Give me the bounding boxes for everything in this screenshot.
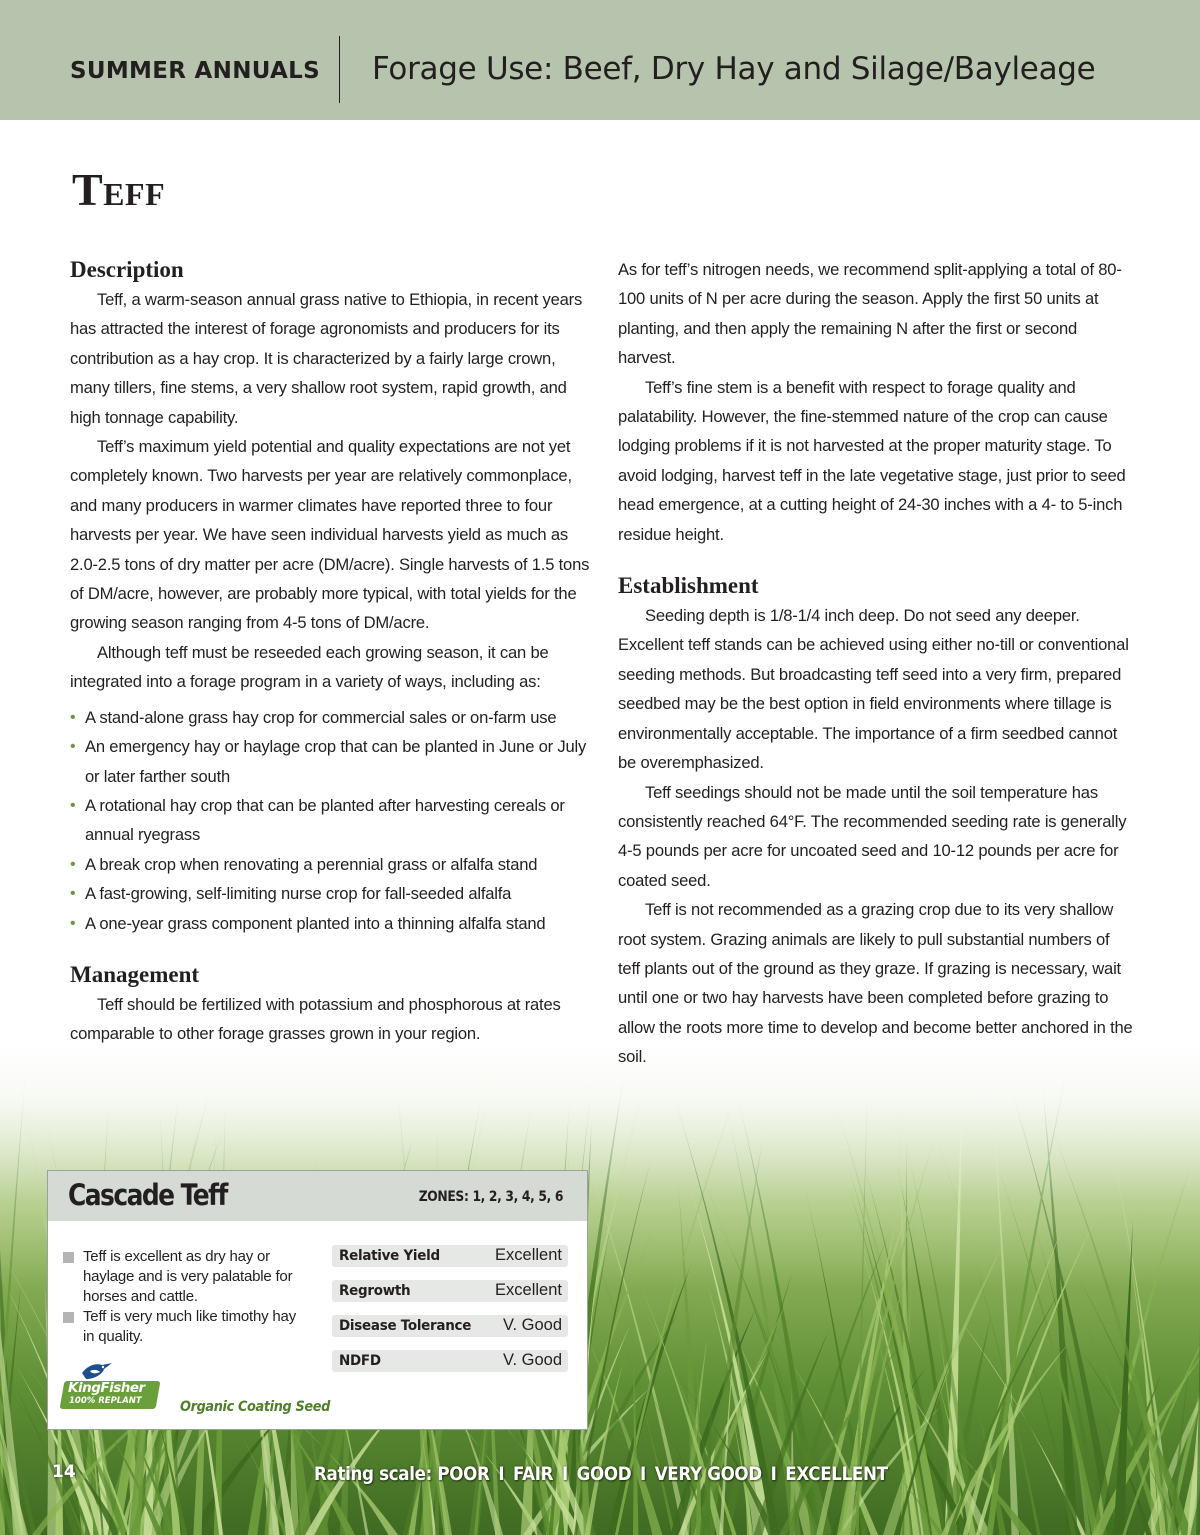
page-number: 14: [52, 1462, 76, 1482]
left-column: [70, 255, 590, 1049]
establishment-heading: Establishment: [618, 573, 759, 599]
rating-level-poor: POOR: [437, 1463, 490, 1485]
product-features: [63, 1247, 298, 1347]
description-heading: Description: [70, 257, 184, 282]
rating-label: NDFD: [339, 1353, 381, 1369]
rating-separator: I: [561, 1463, 568, 1485]
rating-value: Excellent: [495, 1246, 562, 1264]
ratings-table: [332, 1245, 568, 1385]
logo-tagline: 100% REPLANT: [69, 1396, 142, 1406]
forage-use-heading: Forage Use: Beef, Dry Hay and Silage/Bayleage: [372, 51, 1096, 87]
rating-level-very-good: VERY GOOD: [654, 1463, 762, 1485]
product-zones: ZONES: 1, 2, 3, 4, 5, 6: [418, 1189, 563, 1205]
rating-separator: I: [770, 1463, 777, 1485]
product-card: [47, 1170, 588, 1430]
header-divider: [339, 36, 340, 103]
bullet-icon: •: [70, 885, 76, 903]
establishment-paragraph-3: Teff is not recommended as a grazing crop due to its very shallow root system. Grazing animals are likely to pull substantial numbers of teff plants out of the ground as they graze. If grazing is necessary, wait until one or two hay harvests have been completed before grazing to allow the roots more time to develop and become better anchored in the soil.: [618, 900, 1133, 1067]
bullet-icon: •: [70, 914, 76, 932]
bullet-icon: •: [70, 855, 76, 873]
establishment-paragraph-2: Teff seedings should not be made until the soil temperature has consistently reached 64°F. The recommended seeding rate is generally 4-5 pounds per acre for uncoated seed and 10-12 pounds per acre for coated seed.: [618, 782, 1127, 890]
product-name: Cascade Teff: [68, 1178, 227, 1212]
rating-scale-label: Rating scale:: [314, 1463, 432, 1485]
page-title: Teff: [72, 164, 166, 215]
rating-separator: I: [640, 1463, 646, 1485]
description-paragraph-2: Teff’s maximum yield potential and quality expectations are not yet completely known. Two harvests per year are relatively commonplace, and many producers in warmer climates have reported three to four harvests per year. We have seen individual harvests yield as much as 2.0-2.5 tons of dry matter per acre (DM/acre). Single harvests of 1.5 tons of DM/acre, however, are probably more typical, with total yields for the growing season ranging from 4-5 tons of DM/acre.: [70, 437, 590, 633]
right-column: [618, 255, 1133, 1072]
management-heading: Management: [70, 961, 200, 987]
feature-item: Teff is very much like timothy hay in quality.: [63, 1307, 298, 1347]
rating-level-excellent: EXCELLENT: [785, 1463, 888, 1485]
management-paragraph-1: Teff should be fertilized with potassium and phosphorous at rates comparable to other forage grasses grown in your region.: [70, 994, 561, 1044]
rating-level-good: GOOD: [576, 1463, 632, 1485]
list-item: • A one-year grass component planted into a thinning alfalfa stand: [70, 909, 590, 938]
list-item: • A fast-growing, self-limiting nurse crop for fall-seeded alfalfa: [70, 879, 590, 908]
rating-label: Disease Tolerance: [339, 1318, 472, 1334]
rating-value: Excellent: [495, 1281, 562, 1299]
description-paragraph-1: Teff, a warm-season annual grass native to Ethiopia, in recent years has attracted the interest of forage agronomists and producers for its contribution as a hay crop. It is characterized by a fairly large crown, many tillers, fine stems, a very shallow root system, rapid growth, and high tonnage capability.: [70, 290, 583, 427]
bullet-icon: •: [70, 738, 76, 756]
list-item: • An emergency hay or haylage crop that can be planted in June or July or later farther south: [70, 732, 590, 791]
rating-value: V. Good: [502, 1351, 562, 1369]
bullet-icon: •: [70, 796, 76, 814]
description-paragraph-3: Although teff must be reseeded each growing season, it can be integrated into a forage program in a variety of ways, including as:: [70, 642, 549, 692]
rating-label: Relative Yield: [339, 1248, 440, 1264]
list-item: • A rotational hay crop that can be planted after harvesting cereals or annual ryegrass: [70, 791, 590, 850]
rating-row: [332, 1350, 568, 1372]
rating-row: [332, 1315, 568, 1337]
management-paragraph-3: Teff’s fine stem is a benefit with respect to forage quality and palatability. However, the fine-stemmed nature of the crop can cause lodging problems if it is not harvested at the proper maturity stage. To avoid lodging, harvest teff in the late vegetative stage, just prior to seed head emergence, at a cutting height of 24-30 inches with a 4- to 5-inch residue height.: [618, 377, 1126, 544]
list-item: • A stand-alone grass hay crop for commercial sales or on-farm use: [70, 703, 590, 732]
kingfisher-logo: [62, 1367, 162, 1413]
square-bullet-icon: [63, 1312, 74, 1323]
logo-name: KingFisher: [68, 1380, 145, 1396]
header-band: [0, 0, 1200, 120]
list-item: • A break crop when renovating a perennial grass or alfalfa stand: [70, 850, 590, 879]
rating-row: [332, 1245, 568, 1267]
uses-list: [70, 703, 590, 938]
bullet-icon: •: [70, 708, 76, 726]
square-bullet-icon: [63, 1252, 74, 1263]
management-paragraph-2: As for teff’s nitrogen needs, we recommend split-applying a total of 80-100 units of N per acre during the season. Apply the first 50 units at planting, and then apply the remaining N after the first or second harvest.: [618, 260, 1122, 368]
section-label: SUMMER ANNUALS: [70, 58, 320, 84]
establishment-paragraph-1: Seeding depth is 1/8-1/4 inch deep. Do not seed any deeper. Excellent teff stands can be achieved using either no-till or conventional seeding methods. But broadcasting teff seed into a very firm, prepared seedbed may be the best option in field environments where tillage is environmentally acceptable. The importance of a firm seedbed cannot be overemphasized.: [618, 606, 1129, 773]
rating-value: V. Good: [502, 1316, 562, 1334]
rating-level-fair: FAIR: [513, 1463, 554, 1485]
rating-label: Regrowth: [339, 1283, 411, 1299]
product-card-header: [48, 1171, 587, 1221]
rating-row: [332, 1280, 568, 1302]
feature-item: Teff is excellent as dry hay or haylage and is very palatable for horses and cattle.: [63, 1247, 298, 1307]
rating-separator: I: [498, 1463, 505, 1485]
rating-scale: [314, 1463, 888, 1485]
organic-coating-label: Organic Coating Seed: [180, 1399, 330, 1415]
